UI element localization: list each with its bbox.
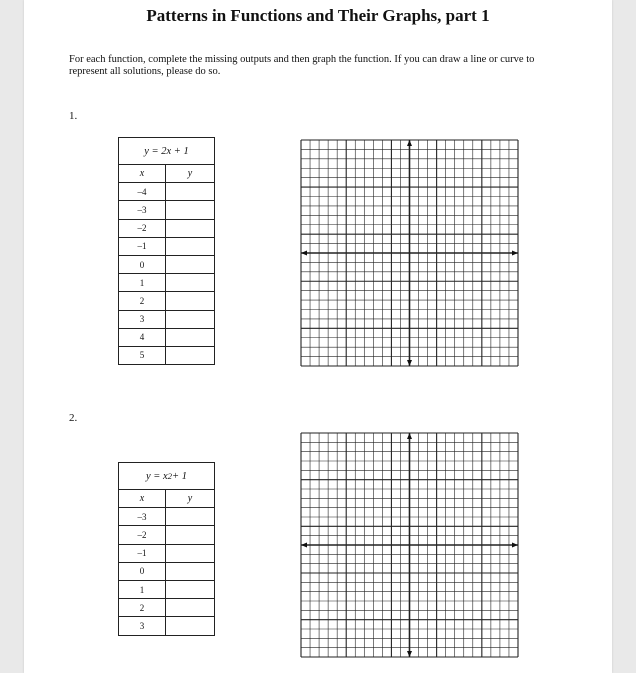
- table-row: [119, 292, 214, 310]
- y-output-cell[interactable]: [166, 508, 214, 525]
- y-output-cell[interactable]: [166, 581, 214, 598]
- table-header-row: [119, 490, 214, 508]
- x-value-cell: 2: [119, 292, 166, 309]
- problem-1-number: 1.: [69, 110, 78, 122]
- table-row: [119, 311, 214, 329]
- x-value-cell: 1: [119, 581, 166, 598]
- y-output-cell[interactable]: [166, 274, 214, 291]
- y-output-cell[interactable]: [166, 563, 214, 580]
- table-header-row: [119, 165, 214, 183]
- page-title: Patterns in Functions and Their Graphs, part 1: [146, 6, 490, 25]
- table-row: [119, 201, 214, 219]
- table-row: [119, 617, 214, 634]
- problem-1-table: [118, 137, 215, 365]
- x-value-cell: 4: [119, 329, 166, 346]
- x-value-cell: 3: [119, 617, 166, 634]
- x-value-cell: 3: [119, 311, 166, 328]
- function-equation: y = x 2 + 1: [119, 463, 214, 490]
- x-value-cell: –1: [119, 545, 166, 562]
- x-column-header: x: [119, 490, 166, 507]
- x-value-cell: –1: [119, 238, 166, 255]
- x-value-cell: –3: [119, 201, 166, 218]
- worksheet-page: [24, 0, 612, 673]
- table-row: [119, 563, 214, 581]
- table-row: [119, 526, 214, 544]
- x-value-cell: 2: [119, 599, 166, 616]
- function-equation: y = 2x + 1: [119, 138, 214, 165]
- y-output-cell[interactable]: [166, 617, 214, 634]
- y-axis-arrow-down-icon: [407, 651, 412, 657]
- table-row: [119, 329, 214, 347]
- problem-2-number: 2.: [69, 412, 78, 424]
- table-row: [119, 508, 214, 526]
- y-output-cell[interactable]: [166, 311, 214, 328]
- y-output-cell[interactable]: [166, 256, 214, 273]
- y-column-header: y: [187, 493, 193, 505]
- y-output-cell[interactable]: [166, 329, 214, 346]
- problem-2-table: [118, 462, 215, 636]
- table-row: [119, 256, 214, 274]
- x-column-header: x: [119, 165, 166, 182]
- y-output-cell[interactable]: [166, 599, 214, 616]
- y-output-cell[interactable]: [166, 526, 214, 543]
- x-value-cell: 0: [119, 563, 166, 580]
- problem-1-coordinate-grid[interactable]: [299, 138, 520, 368]
- x-value-cell: 1: [119, 274, 166, 291]
- table-row: [119, 238, 214, 256]
- problem-2-coordinate-grid[interactable]: [299, 431, 520, 659]
- table-row: [119, 220, 214, 238]
- table-row: [119, 347, 214, 364]
- y-axis-arrow-up-icon: [407, 140, 412, 146]
- y-output-cell[interactable]: [166, 292, 214, 309]
- table-row: [119, 183, 214, 201]
- x-axis-arrow-left-icon: [301, 251, 307, 256]
- y-output-cell[interactable]: [166, 238, 214, 255]
- x-axis-arrow-right-icon: [512, 251, 518, 256]
- y-axis-arrow-up-icon: [407, 433, 412, 439]
- x-value-cell: –4: [119, 183, 166, 200]
- y-output-cell[interactable]: [166, 201, 214, 218]
- y-column-header: y: [187, 168, 193, 180]
- x-axis-arrow-left-icon: [301, 543, 307, 548]
- y-output-cell[interactable]: [166, 347, 214, 364]
- y-axis-arrow-down-icon: [407, 360, 412, 366]
- x-value-cell: –3: [119, 508, 166, 525]
- y-output-cell[interactable]: [166, 183, 214, 200]
- table-row: [119, 274, 214, 292]
- y-output-cell[interactable]: [166, 545, 214, 562]
- x-axis-arrow-right-icon: [512, 543, 518, 548]
- x-value-cell: 0: [119, 256, 166, 273]
- y-output-cell[interactable]: [166, 220, 214, 237]
- table-row: [119, 599, 214, 617]
- instructions: For each function, complete the missing outputs and then graph the function. If you can draw a line or curve to represent all solutions, please do so.: [69, 54, 535, 77]
- table-row: [119, 581, 214, 599]
- x-value-cell: –2: [119, 220, 166, 237]
- x-value-cell: 5: [119, 347, 166, 364]
- x-value-cell: –2: [119, 526, 166, 543]
- table-row: [119, 545, 214, 563]
